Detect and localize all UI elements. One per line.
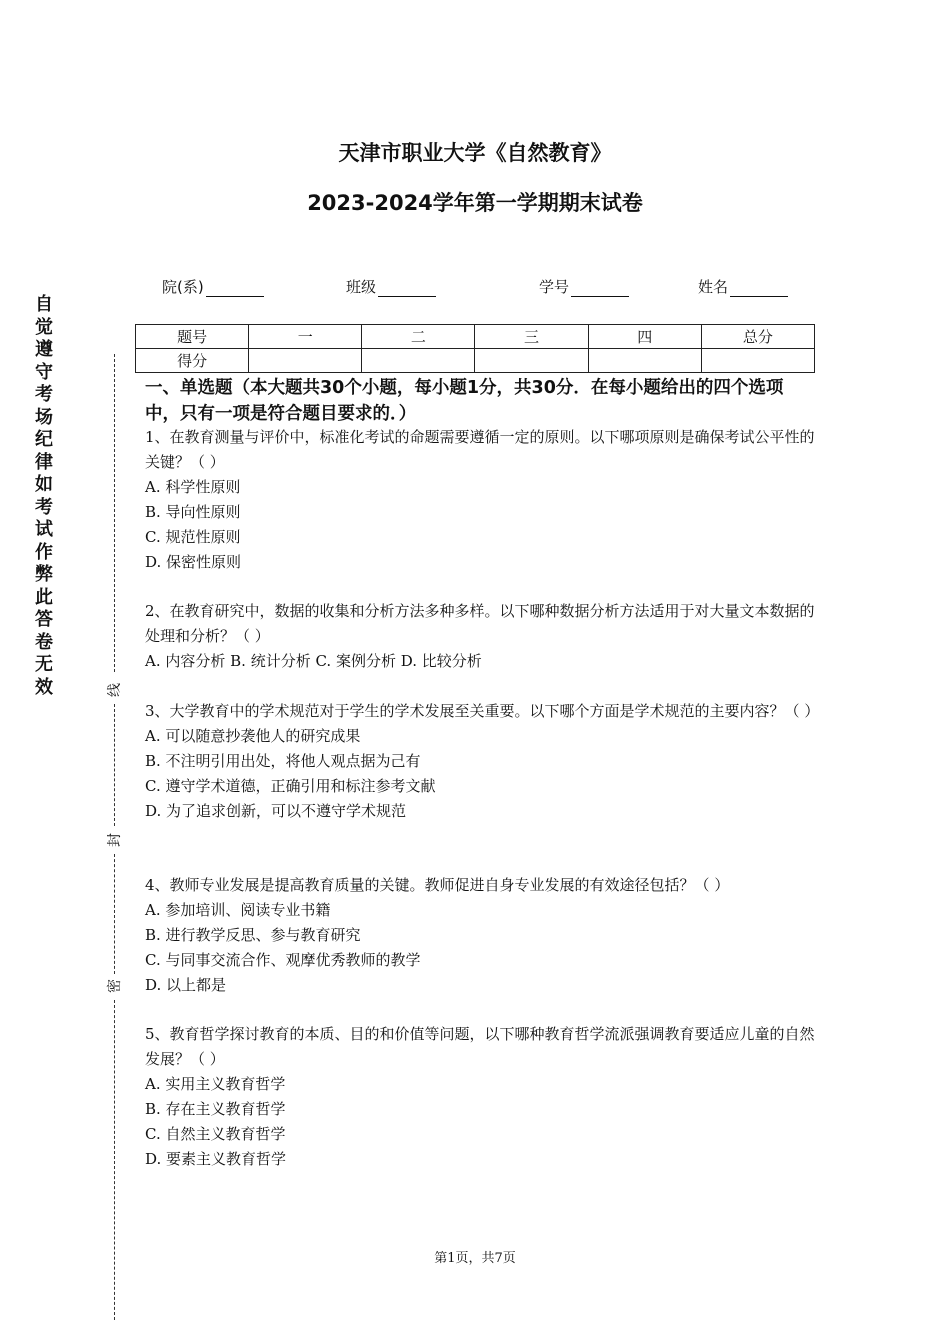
- seal-dashed-line: [114, 354, 115, 672]
- option-b[interactable]: B. 导向性原则: [145, 503, 241, 521]
- name-field[interactable]: [698, 276, 788, 297]
- option-c[interactable]: C. 遵守学术道德，正确引用和标注参考文献: [145, 777, 436, 795]
- seal-dashed-line: [114, 704, 115, 826]
- name-label: 姓名: [698, 278, 729, 296]
- score-table-score-row: [136, 349, 815, 373]
- question-stem: 2、在教育研究中，数据的收集和分析方法多种多样。以下哪种数据分析方法适用于对大量文本数据的处理和分析？（ ）: [145, 602, 815, 645]
- score-cell[interactable]: [249, 349, 362, 373]
- score-cell: 题号: [136, 325, 249, 349]
- department-label: 院(系): [162, 278, 204, 296]
- question-stem: 4、教师专业发展是提高教育质量的关键。教师促进自身专业发展的有效途径包括？（ ）: [145, 876, 730, 894]
- seal-char-line: 线: [107, 683, 123, 697]
- class-blank[interactable]: [378, 280, 436, 297]
- seal-dashed-line: [114, 854, 115, 974]
- page-number: 第1页，共7页: [434, 1251, 516, 1266]
- question-stem: 5、教育哲学探讨教育的本质、目的和价值等问题，以下哪种教育哲学流派强调教育要适应儿童的自然发展？（ ）: [145, 1025, 815, 1068]
- option-c[interactable]: C. 与同事交流合作、观摩优秀教师的教学: [145, 951, 421, 969]
- score-cell: 得分: [136, 349, 249, 373]
- student-id-label: 学号: [539, 278, 570, 296]
- score-cell: 一: [249, 325, 362, 349]
- department-field[interactable]: [162, 276, 264, 297]
- exam-discipline-notice: 自觉遵守考场纪律如考试作弊此答卷无效: [35, 294, 53, 698]
- question-5: [145, 1022, 815, 1172]
- score-cell[interactable]: [475, 349, 588, 373]
- exam-title-line2: 2023-2024学年第一学期期末试卷: [307, 191, 643, 215]
- score-cell: 二: [362, 325, 475, 349]
- seal-dashed-line: [114, 1000, 115, 1320]
- option-a[interactable]: A. 科学性原则: [145, 478, 241, 496]
- question-stem: 1、在教育测量与评价中，标准化考试的命题需要遵循一定的原则。以下哪项原则是确保考试公平性的关键？（ ）: [145, 428, 815, 471]
- options-inline[interactable]: A. 内容分析 B. 统计分析 C. 案例分析 D. 比较分析: [145, 652, 482, 670]
- seal-char-secret: 密: [107, 979, 123, 993]
- question-2: [145, 599, 815, 674]
- exam-title-line1: 天津市职业大学《自然教育》: [338, 141, 612, 165]
- score-cell: 三: [475, 325, 588, 349]
- class-label: 班级: [346, 278, 377, 296]
- score-cell[interactable]: [701, 349, 814, 373]
- question-4: [145, 873, 815, 998]
- option-a[interactable]: A. 参加培训、阅读专业书籍: [145, 901, 331, 919]
- question-1: [145, 425, 815, 575]
- department-blank[interactable]: [206, 280, 264, 297]
- option-b[interactable]: B. 进行教学反思、参与教育研究: [145, 926, 361, 944]
- question-3: [145, 699, 820, 824]
- name-blank[interactable]: [730, 280, 788, 297]
- question-stem: 3、大学教育中的学术规范对于学生的学术发展至关重要。以下哪个方面是学术规范的主要内容？（ ）: [145, 702, 820, 720]
- score-cell: 四: [588, 325, 701, 349]
- option-a[interactable]: A. 实用主义教育哲学: [145, 1075, 286, 1093]
- score-table-header-row: [136, 325, 815, 349]
- score-cell: 总分: [701, 325, 814, 349]
- class-field[interactable]: [346, 276, 436, 297]
- score-cell[interactable]: [362, 349, 475, 373]
- option-b[interactable]: B. 不注明引用出处，将他人观点据为己有: [145, 752, 421, 770]
- option-d[interactable]: D. 要素主义教育哲学: [145, 1150, 287, 1168]
- score-cell[interactable]: [588, 349, 701, 373]
- option-a[interactable]: A. 可以随意抄袭他人的研究成果: [145, 727, 361, 745]
- option-b[interactable]: B. 存在主义教育哲学: [145, 1100, 286, 1118]
- score-table: [135, 324, 815, 373]
- seal-char-seal: 封: [107, 833, 123, 847]
- option-d[interactable]: D. 为了追求创新，可以不遵守学术规范: [145, 802, 407, 820]
- option-d[interactable]: D. 保密性原则: [145, 553, 242, 571]
- student-id-field[interactable]: [539, 276, 629, 297]
- section-heading: 一、单选题（本大题共30个小题，每小题1分，共30分．在每小题给出的四个选项中，只有一项是符合题目要求的．）: [145, 378, 784, 424]
- option-d[interactable]: D. 以上都是: [145, 976, 227, 994]
- option-c[interactable]: C. 规范性原则: [145, 528, 241, 546]
- student-id-blank[interactable]: [571, 280, 629, 297]
- option-c[interactable]: C. 自然主义教育哲学: [145, 1125, 286, 1143]
